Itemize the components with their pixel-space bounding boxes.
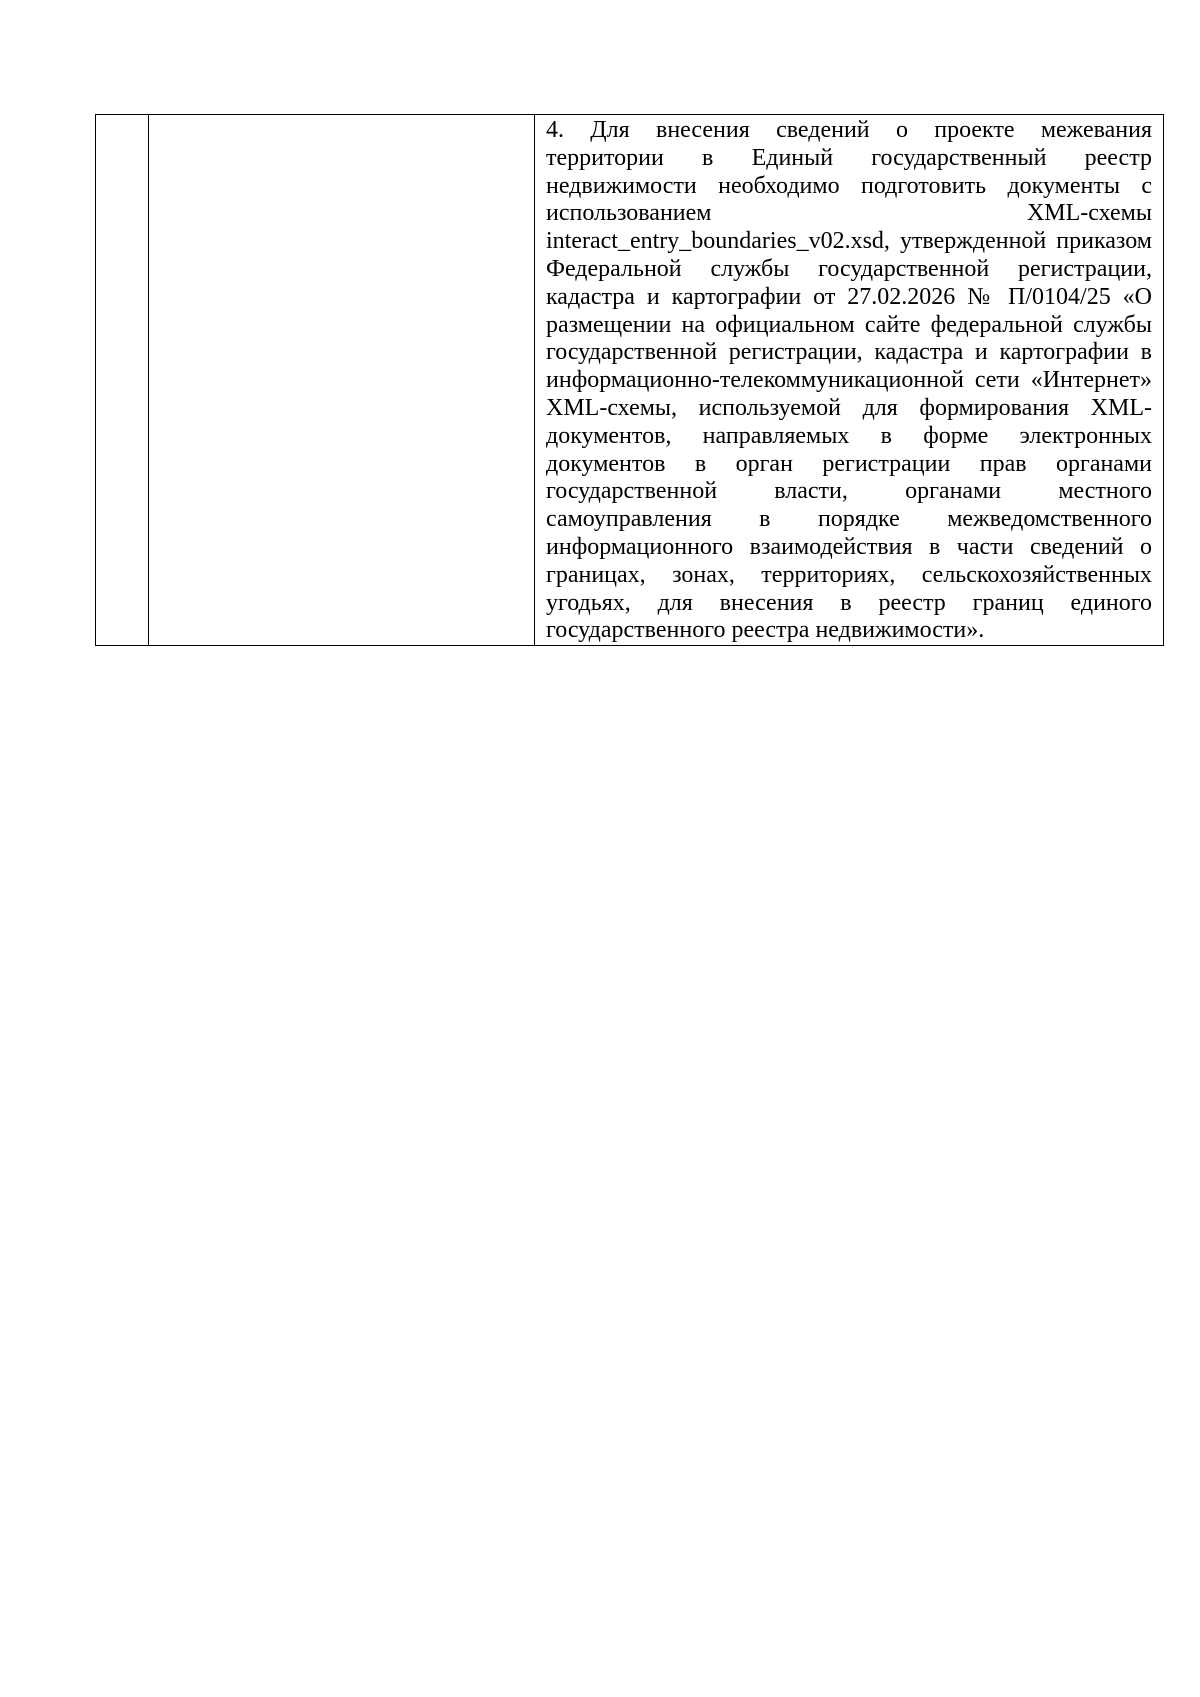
table-cell-number (96, 115, 149, 646)
document-table (95, 114, 1164, 646)
table-cell-content (535, 115, 1164, 646)
table-row (96, 115, 1164, 646)
table-cell-name (149, 115, 535, 646)
row-name-text (149, 115, 534, 117)
paragraph-item-4: 4. Для внесения сведений о проекте межевания территории в Единый государственный реестр недвижимости необходимо подготовить документы с использованием XML-схемы interact_entry_boundaries_v02.xsd, утвержденной приказом Федеральной службы государственной регистрации, кадастра и картографии от 27.02.2026 № П/0104/25 «О размещении на официальном сайте федеральной службы государственной регистрации, кадастра и картографии в информационно-телекоммуникационной сети «Интернет» XML-схемы, используемой для формирования XML-документов, направляемых в форме электронных документов в орган регистрации прав органами государственной власти, органами местного самоуправления в порядке межведомственного информационного взаимодействия в части сведений о границах, зонах, территориях, сельскохозяйственных угодьях, для внесения в реестр границ единого государственного реестра недвижимости». (546, 117, 1152, 644)
row-number-text (96, 115, 148, 117)
